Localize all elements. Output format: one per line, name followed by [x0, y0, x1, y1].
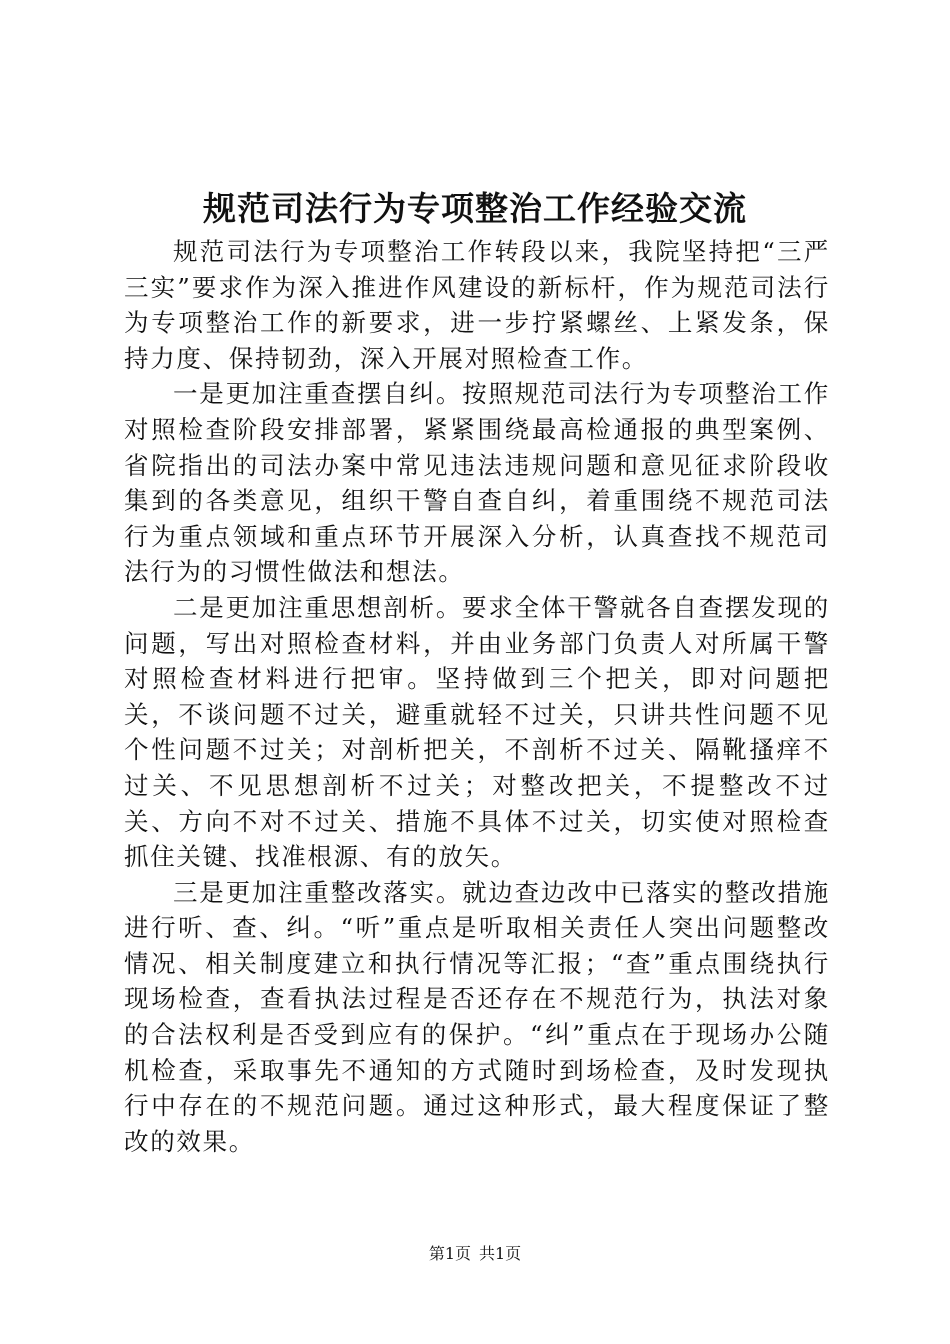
paragraph-intro: 规范司法行为专项整治工作转段以来，我院坚持把“三严三实”要求作为深入推进作风建设的新标杆，作为规范司法行为专项整治工作的新要求，进一步拧紧螺丝、上紧发条，保持力度、保持韧劲，深入开展对照检查工作。 — [124, 237, 830, 373]
page-total: 共1页 — [479, 1244, 522, 1263]
page-number: 第1页 — [428, 1244, 471, 1263]
paragraph-point-two: 二是更加注重思想剖析。要求全体干警就各自查摆发现的问题，写出对照检查材料，并由业务部门负责人对所属干警对照检查材料进行把审。坚持做到三个把关，即对问题把关，不谈问题不过关，避重就轻不过关，只讲共性问题不见个性问题不过关；对剖析把关，不剖析不过关、隔靴搔痒不过关、不见思想剖析不过关；对整改把关，不提整改不过关、方向不对不过关、措施不具体不过关，切实使对照检查抓住关键、找准根源、有的放矢。 — [124, 592, 830, 872]
paragraph-point-three: 三是更加注重整改落实。就边查边改中已落实的整改措施进行听、查、纠。“听”重点是听取相关责任人突出问题整改情况、相关制度建立和执行情况等汇报；“查”重点围绕执行现场检查，查看执法过程是否还存在不规范行为，执法对象的合法权利是否受到应有的保护。“纠”重点在于现场办公随机检查，采取事先不通知的方式随时到场检查，及时发现执行中存在的不规范问题。通过这种形式，最大程度保证了整改的效果。 — [124, 877, 830, 1156]
page-footer — [0, 1242, 950, 1266]
paragraph-point-one: 一是更加注重查摆自纠。按照规范司法行为专项整治工作对照检查阶段安排部署，紧紧围绕最高检通报的典型案例、省院指出的司法办案中常见违法违规问题和意见征求阶段收集到的各类意见，组织干警自查自纠，着重围绕不规范司法行为重点领域和重点环节开展深入分析，认真查找不规范司法行为的习惯性做法和想法。 — [124, 379, 830, 587]
document-title: 规范司法行为专项整治工作经验交流 — [203, 189, 747, 228]
document-body — [124, 234, 830, 1159]
